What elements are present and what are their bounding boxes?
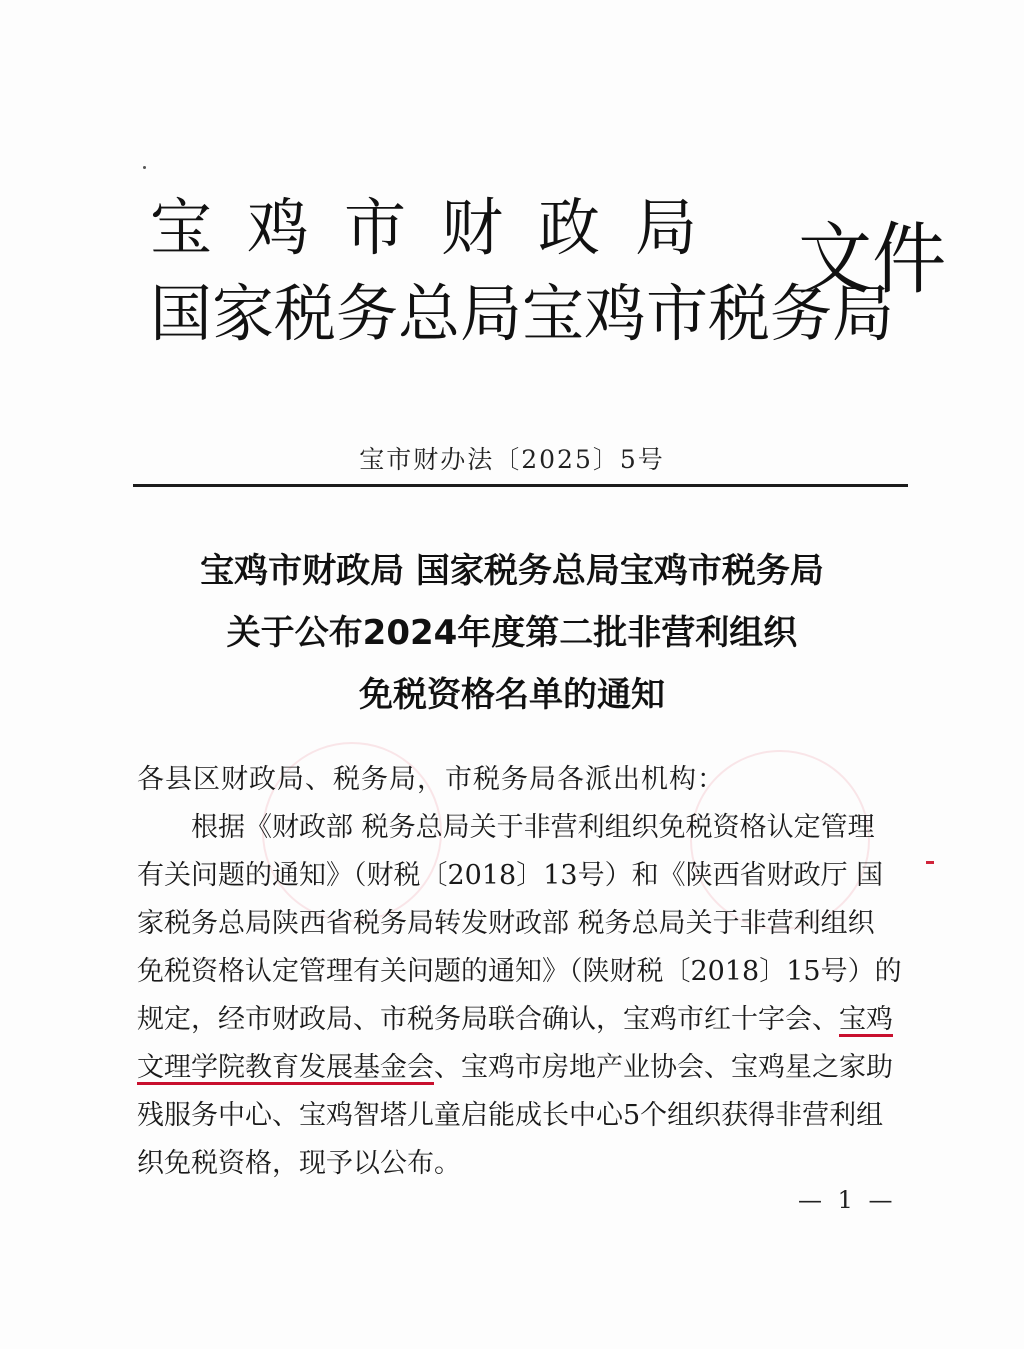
body-line	[137, 1044, 912, 1092]
body-line: 织免税资格，现予以公布。	[137, 1148, 461, 1179]
issuer-tax-bureau: 国家税务总局宝鸡市税务局	[150, 277, 895, 350]
salutation: 各县区财政局、税务局，市税务局各派出机构：	[137, 764, 725, 795]
body-line: 免税资格认定管理有关问题的通知》（陕财税〔2018〕15号）的	[137, 956, 902, 987]
page-number: — 1 —	[798, 1186, 897, 1214]
issuer-finance-bureau: 宝鸡市财政局	[150, 191, 733, 264]
body-line: 家税务总局陕西省税务局转发财政部 税务总局关于非营利组织	[137, 908, 875, 939]
document-title	[0, 540, 1024, 726]
body-line	[137, 996, 912, 1044]
body-text: 、宝鸡市房地产业协会、宝鸡星之家助	[434, 1052, 893, 1083]
header-divider	[133, 484, 908, 487]
title-line: 免税资格名单的通知	[359, 675, 665, 715]
title-line: 关于公布2024年度第二批非营利组织	[226, 613, 798, 653]
body-line: 有关问题的通知》（财税〔2018〕13号）和《陕西省财政厅 国	[137, 860, 884, 891]
highlighted-org-name: 文理学院教育发展基金会	[137, 1052, 434, 1083]
document-number: 宝市财办法〔2025〕5号	[359, 445, 665, 474]
body-text: 规定，经市财政局、市税务局联合确认，宝鸡市红十字会、	[137, 1004, 839, 1035]
scan-speck	[143, 166, 146, 169]
title-line: 宝鸡市财政局 国家税务总局宝鸡市税务局	[200, 551, 824, 591]
highlighted-org-name: 宝鸡	[839, 1004, 893, 1035]
document-body	[137, 756, 912, 1188]
document-suffix: 文件	[798, 215, 947, 305]
body-line: 残服务中心、宝鸡智塔儿童启能成长中心5个组织获得非营利组	[137, 1100, 884, 1131]
body-line: 根据《财政部 税务总局关于非营利组织免税资格认定管理	[191, 812, 875, 843]
red-mark	[926, 861, 934, 864]
